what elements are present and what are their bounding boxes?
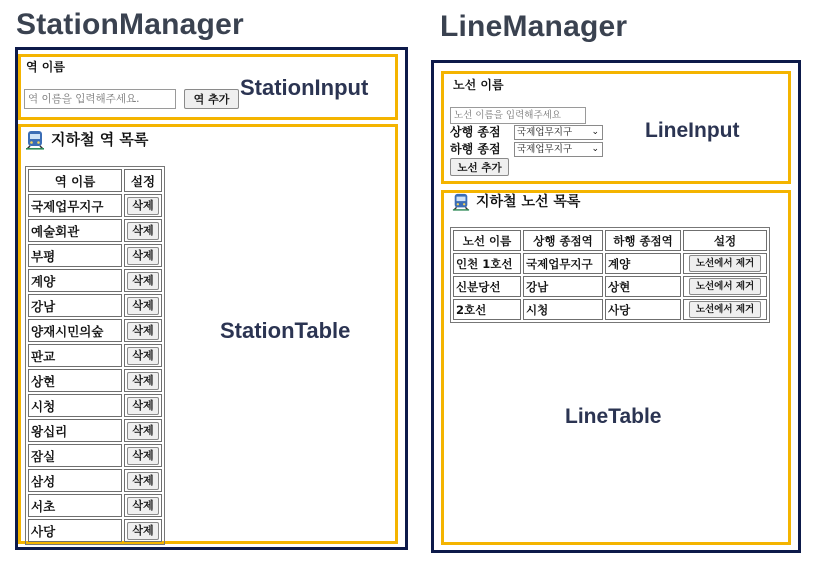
line-name-column-header: 노선 이름	[453, 230, 521, 251]
line-table-tag: LineTable	[565, 405, 662, 428]
station-settings-cell	[124, 244, 162, 267]
station-settings-cell	[124, 419, 162, 442]
line-row	[453, 253, 767, 274]
station-row	[28, 444, 162, 467]
delete-station-button[interactable]: 삭제	[127, 422, 158, 440]
station-row	[28, 219, 162, 242]
station-row	[28, 294, 162, 317]
line-list-heading-text: 지하철 노선 목록	[476, 194, 581, 210]
station-settings-cell	[124, 319, 162, 342]
station-row	[28, 469, 162, 492]
remove-line-button[interactable]: 노선에서 제거	[689, 301, 761, 318]
station-row	[28, 419, 162, 442]
station-row	[28, 394, 162, 417]
down-terminal-cell: 계양	[605, 253, 681, 274]
down-terminal-cell: 사당	[605, 299, 681, 320]
station-name-cell: 서초	[28, 494, 122, 517]
delete-station-button[interactable]: 삭제	[127, 472, 158, 490]
station-list-heading	[25, 130, 148, 150]
station-row	[28, 494, 162, 517]
line-table	[450, 227, 770, 323]
station-settings-cell	[124, 194, 162, 217]
line-table-header-row	[453, 230, 767, 251]
station-input-tag: StationInput	[240, 75, 369, 100]
line-name-cell: 신분당선	[453, 276, 521, 297]
station-row	[28, 194, 162, 217]
line-settings-column-header: 설정	[683, 230, 767, 251]
add-line-button[interactable]: 노선 추가	[450, 158, 509, 176]
station-name-cell: 판교	[28, 344, 122, 367]
station-settings-cell	[124, 219, 162, 242]
station-row	[28, 244, 162, 267]
station-row	[28, 344, 162, 367]
remove-line-button[interactable]: 노선에서 제거	[689, 255, 761, 272]
station-name-cell: 잠실	[28, 444, 122, 467]
station-name-cell: 삼성	[28, 469, 122, 492]
chevron-down-icon: ⌄	[591, 144, 599, 154]
station-name-cell: 시청	[28, 394, 122, 417]
station-settings-column-header: 설정	[124, 169, 162, 192]
station-settings-cell	[124, 444, 162, 467]
line-settings-cell	[683, 276, 767, 297]
delete-station-button[interactable]: 삭제	[127, 247, 158, 265]
station-list-heading-text: 지하철 역 목록	[51, 130, 149, 149]
station-table-tag: StationTable	[220, 318, 351, 343]
down-terminal-column-header: 하행 종점역	[605, 230, 681, 251]
up-terminal-cell: 강남	[523, 276, 603, 297]
delete-station-button[interactable]: 삭제	[127, 372, 158, 390]
up-terminal-cell: 시청	[523, 299, 603, 320]
station-settings-cell	[124, 494, 162, 517]
station-settings-cell	[124, 294, 162, 317]
station-settings-cell	[124, 344, 162, 367]
delete-station-button[interactable]: 삭제	[127, 522, 158, 540]
up-terminal-column-header: 상행 종점역	[523, 230, 603, 251]
line-name-cell: 인천 1호선	[453, 253, 521, 274]
subway-train-icon	[25, 130, 45, 150]
add-station-button[interactable]: 역 추가	[184, 89, 239, 109]
delete-station-button[interactable]: 삭제	[127, 322, 158, 340]
down-terminal-label: 하행 종점	[450, 142, 501, 156]
station-name-column-header: 역 이름	[28, 169, 122, 192]
line-manager-title: LineManager	[440, 10, 628, 43]
station-row	[28, 269, 162, 292]
station-manager-title: StationManager	[16, 8, 244, 41]
line-row	[453, 276, 767, 297]
station-name-label: 역 이름	[26, 60, 65, 74]
station-settings-cell	[124, 519, 162, 542]
down-terminal-cell: 상현	[605, 276, 681, 297]
chevron-down-icon: ⌄	[591, 127, 599, 137]
station-name-cell: 부평	[28, 244, 122, 267]
station-settings-cell	[124, 369, 162, 392]
station-name-cell: 강남	[28, 294, 122, 317]
station-table	[25, 166, 165, 545]
down-terminal-select[interactable]	[514, 142, 603, 157]
station-settings-cell	[124, 394, 162, 417]
up-terminal-label: 상행 종점	[450, 125, 501, 139]
delete-station-button[interactable]: 삭제	[127, 347, 158, 365]
line-settings-cell	[683, 253, 767, 274]
station-name-cell: 왕십리	[28, 419, 122, 442]
line-name-cell: 2호선	[453, 299, 521, 320]
line-settings-cell	[683, 299, 767, 320]
station-row	[28, 369, 162, 392]
station-name-cell: 계양	[28, 269, 122, 292]
station-table-header-row	[28, 169, 162, 192]
remove-line-button[interactable]: 노선에서 제거	[689, 278, 761, 295]
up-terminal-select-value: 국제업무지구	[517, 127, 573, 138]
line-input-tag: LineInput	[645, 119, 740, 142]
station-name-cell: 사당	[28, 519, 122, 542]
down-terminal-select-value: 국제업무지구	[517, 144, 573, 155]
delete-station-button[interactable]: 삭제	[127, 272, 158, 290]
station-row	[28, 319, 162, 342]
up-terminal-select[interactable]	[514, 125, 603, 140]
station-name-cell: 예술회관	[28, 219, 122, 242]
delete-station-button[interactable]: 삭제	[127, 222, 158, 240]
delete-station-button[interactable]: 삭제	[127, 197, 158, 215]
delete-station-button[interactable]: 삭제	[127, 447, 158, 465]
station-settings-cell	[124, 269, 162, 292]
station-name-input[interactable]	[24, 89, 176, 109]
line-row	[453, 299, 767, 320]
line-name-input[interactable]	[450, 107, 586, 124]
subway-train-icon	[452, 193, 470, 211]
line-list-heading	[452, 193, 580, 211]
station-row	[28, 519, 162, 542]
line-name-label: 노선 이름	[453, 78, 504, 92]
station-name-cell: 상현	[28, 369, 122, 392]
delete-station-button[interactable]: 삭제	[127, 397, 158, 415]
station-name-cell: 양재시민의숲	[28, 319, 122, 342]
up-terminal-cell: 국제업무지구	[523, 253, 603, 274]
station-settings-cell	[124, 469, 162, 492]
station-name-cell: 국제업무지구	[28, 194, 122, 217]
delete-station-button[interactable]: 삭제	[127, 297, 158, 315]
delete-station-button[interactable]: 삭제	[127, 497, 158, 515]
